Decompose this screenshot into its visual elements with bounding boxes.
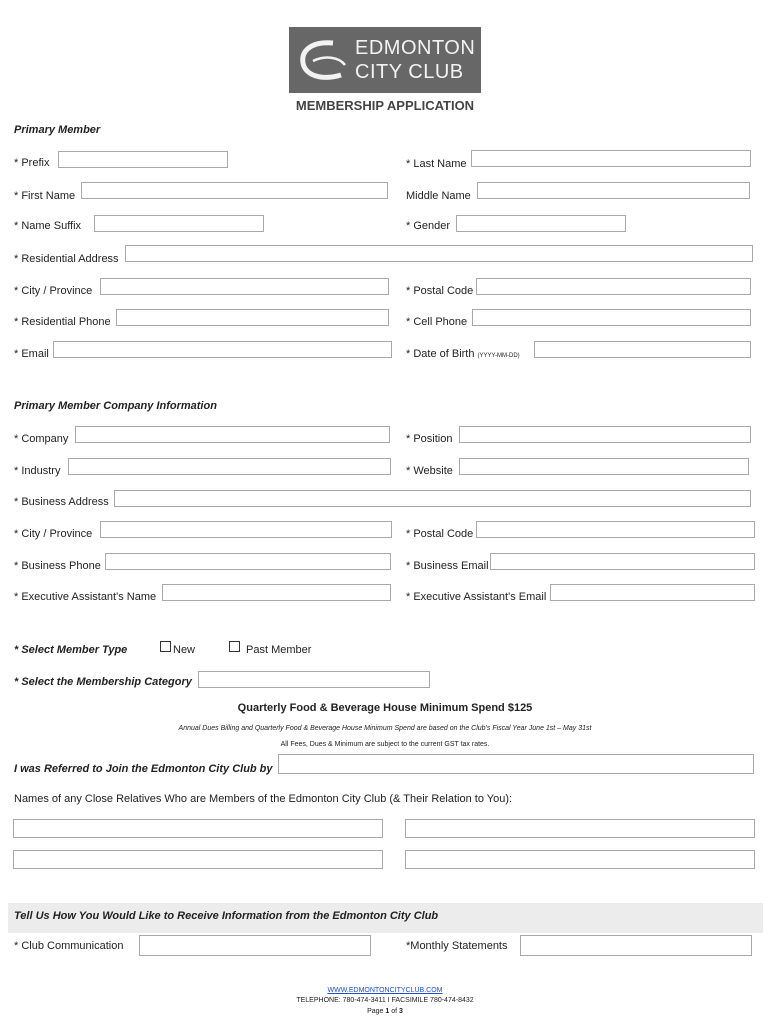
club-communication-label: * Club Communication — [14, 940, 124, 952]
club-communication-select[interactable] — [139, 935, 371, 956]
gender-input[interactable] — [456, 215, 626, 232]
website-label: * Website — [406, 465, 453, 477]
dob-label — [406, 348, 520, 360]
business-email-input[interactable] — [490, 553, 755, 570]
page-total: 3 — [399, 1008, 403, 1015]
city-province-input[interactable] — [100, 278, 389, 295]
name-suffix-input[interactable] — [94, 215, 264, 232]
monthly-statements-select[interactable] — [520, 935, 752, 956]
middle-name-label: Middle Name — [406, 190, 471, 202]
referral-label: I was Referred to Join the Edmonton City Club by — [14, 763, 273, 775]
referral-input[interactable] — [278, 754, 754, 774]
business-phone-label: * Business Phone — [14, 560, 101, 572]
residential-address-input[interactable] — [125, 245, 753, 262]
relatives-label: Names of any Close Relatives Who are Members of the Edmonton City Club (& Their Relation to You): — [14, 793, 513, 805]
city-province-label: * City / Province — [14, 285, 93, 297]
business-city-province-input[interactable] — [100, 521, 392, 538]
assistant-email-label: * Executive Assistant's Email — [406, 591, 547, 603]
first-name-input[interactable] — [81, 182, 388, 199]
business-email-label: * Business Email — [406, 560, 489, 572]
dob-label-text: * Date of Birth — [406, 348, 475, 360]
position-label: * Position — [406, 433, 453, 445]
primary-member-heading: Primary Member — [14, 124, 101, 136]
postal-code-label: * Postal Code — [406, 285, 474, 297]
member-type-label: * Select Member Type — [14, 644, 128, 656]
business-postal-code-input[interactable] — [476, 521, 755, 538]
residential-phone-input[interactable] — [116, 309, 389, 326]
logo-swoosh-icon — [295, 35, 349, 85]
business-address-label: * Business Address — [14, 496, 109, 508]
assistant-name-input[interactable] — [162, 584, 391, 601]
page-number — [0, 1008, 770, 1015]
relative-input-4[interactable] — [405, 850, 755, 869]
industry-input[interactable] — [68, 458, 391, 475]
cell-phone-input[interactable] — [472, 309, 751, 326]
past-member-label: Past Member — [246, 644, 312, 656]
last-name-input[interactable] — [471, 150, 751, 167]
company-section-heading: Primary Member Company Information — [14, 400, 217, 412]
business-postal-code-label: * Postal Code — [406, 528, 474, 540]
new-checkbox[interactable] — [160, 641, 171, 652]
logo-line-1: EDMONTON — [355, 37, 476, 59]
business-city-province-label: * City / Province — [14, 528, 93, 540]
past-member-checkbox[interactable] — [229, 641, 240, 652]
membership-category-label: * Select the Membership Category — [14, 676, 192, 688]
dob-input[interactable] — [534, 341, 751, 358]
last-name-label: * Last Name — [406, 158, 467, 170]
business-address-input[interactable] — [114, 490, 751, 507]
website-link[interactable]: WWW.EDMONTONCITYCLUB.COM — [327, 987, 443, 994]
new-label: New — [173, 644, 196, 656]
first-name-label: * First Name — [14, 190, 76, 202]
page-prefix: Page — [367, 1008, 386, 1015]
middle-name-input[interactable] — [477, 182, 750, 199]
communication-section-heading: Tell Us How You Would Like to Receive Information from the Edmonton City Club — [14, 910, 439, 922]
company-label: * Company — [14, 433, 69, 445]
residential-address-label: * Residential Address — [14, 253, 119, 265]
email-label: * Email — [14, 348, 49, 360]
prefix-label: * Prefix — [14, 157, 50, 169]
page-title: MEMBERSHIP APPLICATION — [295, 98, 475, 113]
name-suffix-label: * Name Suffix — [14, 220, 82, 232]
cell-phone-label: * Cell Phone — [406, 316, 468, 328]
page-current: 1 — [385, 1008, 390, 1015]
assistant-email-input[interactable] — [550, 584, 755, 601]
position-input[interactable] — [459, 426, 751, 443]
footer-contact: TELEPHONE: 780-474-3411 I FACSIMILE 780-474-8432 — [296, 997, 474, 1004]
relative-input-1[interactable] — [13, 819, 383, 838]
gst-note: All Fees, Dues & Minimum are subject to the current GST tax rates. — [280, 741, 490, 748]
gender-label: * Gender — [406, 220, 451, 232]
monthly-statements-label: *Monthly Statements — [406, 940, 508, 952]
logo-line-2: CITY CLUB — [355, 61, 464, 83]
website-input[interactable] — [459, 458, 749, 475]
postal-code-input[interactable] — [476, 278, 751, 295]
relative-input-3[interactable] — [13, 850, 383, 869]
membership-category-select[interactable] — [198, 671, 430, 688]
minimum-spend-text: Quarterly Food & Beverage House Minimum Spend $125 — [237, 702, 533, 714]
dob-format: (YYYY-MM-DD) — [477, 353, 520, 359]
business-phone-input[interactable] — [105, 553, 391, 570]
prefix-input[interactable] — [58, 151, 228, 168]
club-logo — [289, 27, 481, 93]
fiscal-year-note: Annual Dues Billing and Quarterly Food & Beverage House Minimum Spend are based on the Club's Fiscal Year June 1st – May 31st — [178, 725, 592, 732]
email-input[interactable] — [53, 341, 392, 358]
assistant-name-label: * Executive Assistant's Name — [14, 591, 157, 603]
relative-input-2[interactable] — [405, 819, 755, 838]
company-input[interactable] — [75, 426, 390, 443]
residential-phone-label: * Residential Phone — [14, 316, 111, 328]
industry-label: * Industry — [14, 465, 61, 477]
page-of: of — [389, 1008, 400, 1015]
